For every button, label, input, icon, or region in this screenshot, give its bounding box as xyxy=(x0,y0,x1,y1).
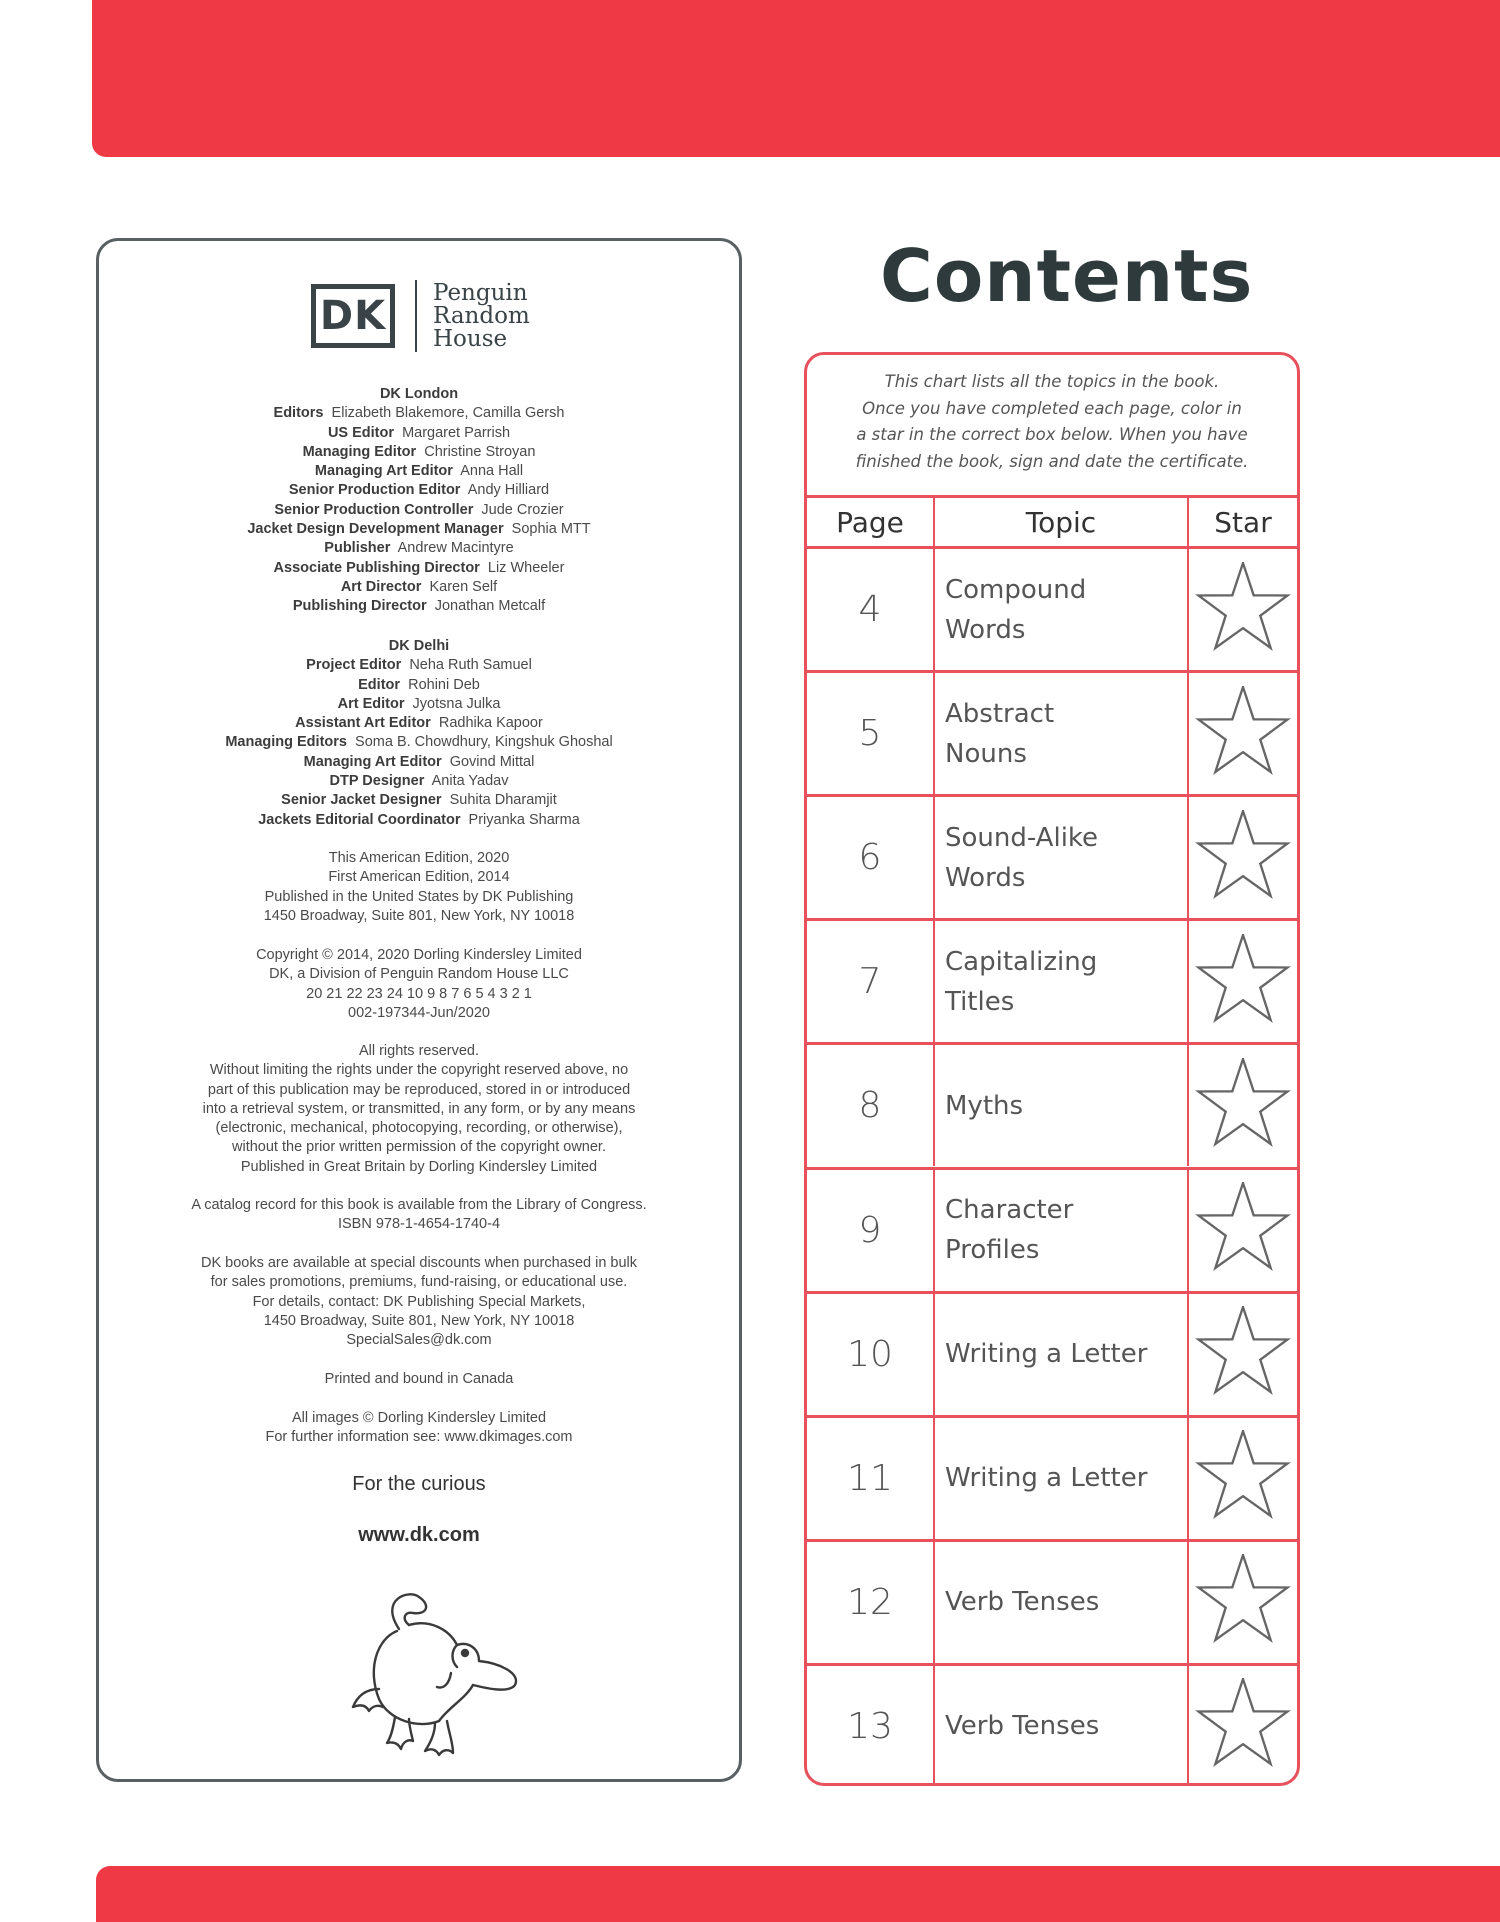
website-link[interactable]: www.dk.com xyxy=(358,1524,480,1546)
row-page-cell xyxy=(807,1294,935,1415)
credit-text-line: A catalog record for this book is available from the Library of Congress. xyxy=(191,1197,647,1213)
chart-row xyxy=(807,1167,1297,1291)
star-icon[interactable] xyxy=(1195,1430,1291,1526)
credit-role: Managing Art Editor xyxy=(303,753,442,770)
row-page-cell xyxy=(807,1666,935,1786)
topic-label: Writing a Letter xyxy=(945,1339,1148,1370)
credit-names: Liz Wheeler xyxy=(487,559,565,576)
instruction-line: a star in the correct box below. When you have xyxy=(856,425,1248,444)
dk-london-credits xyxy=(99,385,739,617)
credit-role: Publishing Director xyxy=(292,598,427,615)
credit-text-line: 002-197344-Jun/2020 xyxy=(348,1004,490,1021)
credit-names: Andy Hilliard xyxy=(467,482,550,499)
publisher-line: Penguin xyxy=(433,279,528,306)
row-star-cell[interactable] xyxy=(1189,549,1297,670)
credit-names: Radhika Kapoor xyxy=(438,715,543,732)
credit-text-line: (electronic, mechanical, photocopying, recording, or otherwise), xyxy=(215,1120,623,1137)
row-star-cell[interactable] xyxy=(1189,1542,1297,1663)
chart-header-row xyxy=(807,495,1297,546)
row-topic-cell xyxy=(935,1045,1189,1166)
page-number: 5 xyxy=(858,713,882,755)
credit-text-line: For further information see: www.dkimages.com xyxy=(265,1429,573,1446)
row-star-cell[interactable] xyxy=(1189,1418,1297,1539)
credit-line xyxy=(99,733,739,752)
credit-names: Sophia MTT xyxy=(511,521,591,538)
chart-instructions xyxy=(807,369,1297,475)
credit-names: Suhita Dharamjit xyxy=(449,792,557,809)
row-page-cell xyxy=(807,1418,935,1539)
credit-line xyxy=(99,404,739,423)
row-topic-cell xyxy=(935,1170,1189,1291)
platypus-illustration xyxy=(339,1589,529,1759)
star-icon[interactable] xyxy=(1195,686,1291,782)
credit-role: US Editor xyxy=(327,424,394,441)
row-topic-cell xyxy=(935,549,1189,670)
chart-row xyxy=(807,1539,1297,1663)
page-number: 4 xyxy=(858,589,882,631)
page-number: 12 xyxy=(847,1581,893,1623)
row-topic-cell xyxy=(935,921,1189,1042)
row-topic-cell xyxy=(935,797,1189,918)
bottom-red-band xyxy=(96,1866,1500,1922)
row-star-cell[interactable] xyxy=(1189,673,1297,794)
credit-role: DTP Designer xyxy=(329,773,425,790)
page-number: 10 xyxy=(847,1333,893,1375)
credit-line xyxy=(99,501,739,520)
publisher-line: House xyxy=(433,325,508,352)
star-icon[interactable] xyxy=(1195,934,1291,1030)
credit-role: Senior Production Controller xyxy=(274,501,474,518)
credit-line xyxy=(99,695,739,714)
credit-role: Art Director xyxy=(340,578,422,595)
printed-notice: Printed and bound in Canada xyxy=(324,1371,514,1387)
star-icon[interactable] xyxy=(1195,1678,1291,1774)
row-star-cell[interactable] xyxy=(1189,921,1297,1042)
credit-text-line: First American Edition, 2014 xyxy=(328,869,510,886)
row-star-cell[interactable] xyxy=(1189,797,1297,918)
credit-line xyxy=(99,676,739,695)
row-star-cell[interactable] xyxy=(1189,1666,1297,1786)
credit-text-line: For details, contact: DK Publishing Special Markets, xyxy=(252,1293,586,1310)
credit-line xyxy=(99,520,739,539)
credit-line xyxy=(99,597,739,616)
credit-names: Elizabeth Blakemore, Camilla Gersh xyxy=(331,405,565,422)
credit-heading: DK Delhi xyxy=(388,638,450,654)
row-star-cell[interactable] xyxy=(1189,1294,1297,1415)
credit-names: Govind Mittal xyxy=(449,753,535,770)
star-icon[interactable] xyxy=(1195,1182,1291,1278)
topic-label: Abstract Nouns xyxy=(945,698,1055,769)
header-topic: Topic xyxy=(935,498,1189,546)
instruction-line: finished the book, sign and date the certificate. xyxy=(855,451,1249,471)
tagline: For the curious xyxy=(352,1473,486,1495)
page-number: 8 xyxy=(858,1085,882,1127)
credit-names: Neha Ruth Samuel xyxy=(409,657,532,674)
credit-line xyxy=(99,462,739,481)
credit-names: Jyotsna Julka xyxy=(412,695,501,712)
row-page-cell xyxy=(807,673,935,794)
credit-names: Jude Crozier xyxy=(481,501,564,518)
credit-role: Assistant Art Editor xyxy=(295,715,431,732)
credit-role: Senior Production Editor xyxy=(288,482,461,499)
star-icon[interactable] xyxy=(1195,1306,1291,1402)
credit-text-line: Published in the United States by DK Publishing xyxy=(264,888,574,905)
credit-role: Jackets Editorial Coordinator xyxy=(258,811,461,828)
topic-label: Verb Tenses xyxy=(945,1587,1100,1618)
credit-role: Managing Editor xyxy=(302,443,417,460)
credit-text-line: Copyright © 2014, 2020 Dorling Kindersley Limited xyxy=(256,947,582,963)
credit-names: Jonathan Metcalf xyxy=(434,598,546,615)
credit-line xyxy=(99,559,739,578)
topic-label: Compound Words xyxy=(945,574,1087,645)
dk-penguin-logo xyxy=(311,279,530,353)
instruction-line: Once you have completed each page, color in xyxy=(862,398,1242,418)
credit-text-line: This American Edition, 2020 xyxy=(328,850,510,866)
row-topic-cell xyxy=(935,1542,1189,1663)
row-page-cell xyxy=(807,1170,935,1291)
page-number: 9 xyxy=(858,1209,882,1251)
rights-notice xyxy=(99,1042,739,1177)
page-number: 7 xyxy=(858,961,882,1003)
logo-divider xyxy=(415,280,417,352)
chart-row xyxy=(807,1663,1297,1786)
credit-role: Project Editor xyxy=(306,657,402,674)
special-sales-info xyxy=(99,1254,739,1350)
row-topic-cell xyxy=(935,1666,1189,1786)
chart-row xyxy=(807,918,1297,1042)
credit-text-line: 1450 Broadway, Suite 801, New York, NY 10018 xyxy=(263,1312,575,1329)
credit-names: Priyanka Sharma xyxy=(468,811,580,828)
credit-names: Karen Self xyxy=(429,578,498,595)
penguin-random-house-wordmark xyxy=(433,279,530,352)
credit-line xyxy=(99,772,739,791)
star-icon[interactable] xyxy=(1195,562,1291,658)
credit-text-line: All rights reserved. xyxy=(358,1043,480,1059)
row-star-cell[interactable] xyxy=(1189,1045,1297,1166)
row-page-cell xyxy=(807,1045,935,1166)
chart-row xyxy=(807,546,1297,670)
credit-names: Anita Yadav xyxy=(431,773,509,790)
row-topic-cell xyxy=(935,1418,1189,1539)
credit-names: Rohini Deb xyxy=(408,676,480,693)
credit-role: Managing Editors xyxy=(225,734,347,751)
credit-names: Andrew Macintyre xyxy=(397,540,514,557)
credit-text-line: SpecialSales@dk.com xyxy=(346,1332,492,1349)
credit-line xyxy=(99,714,739,733)
credit-role: Editors xyxy=(273,405,324,422)
row-page-cell xyxy=(807,1542,935,1663)
credit-line xyxy=(99,656,739,675)
page-number: 11 xyxy=(847,1457,893,1499)
credit-text-line: DK books are available at special discounts when purchased in bulk xyxy=(200,1255,638,1271)
catalog-record xyxy=(99,1196,739,1235)
credit-text-line: DK, a Division of Penguin Random House LLC xyxy=(269,966,569,983)
dk-logo-mark: DK xyxy=(311,284,395,348)
credit-text-line: part of this publication may be reproduced, stored in or introduced xyxy=(207,1081,631,1098)
topic-label: Character Profiles xyxy=(945,1195,1074,1266)
credit-heading: DK London xyxy=(379,386,459,402)
contents-title: Contents xyxy=(880,234,1254,318)
row-page-cell xyxy=(807,921,935,1042)
topic-label: Writing a Letter xyxy=(945,1463,1148,1494)
credit-line xyxy=(99,811,739,830)
page-number: 13 xyxy=(847,1705,893,1747)
credit-text-line: Published in Great Britain by Dorling Kindersley Limited xyxy=(240,1158,598,1175)
credit-line xyxy=(99,481,739,500)
instruction-line: This chart lists all the topics in the book. xyxy=(884,372,1220,391)
credit-line xyxy=(99,443,739,462)
top-red-band xyxy=(92,0,1500,157)
topic-label: Sound-Alike Words xyxy=(945,822,1099,893)
chart-row xyxy=(807,1042,1297,1166)
topic-label: Myths xyxy=(945,1090,1024,1121)
copyright-info xyxy=(99,946,739,1023)
credit-text-line: for sales promotions, premiums, fund-raising, or educational use. xyxy=(210,1274,628,1291)
credit-role: Jacket Design Development Manager xyxy=(247,521,504,538)
header-star: Star xyxy=(1214,505,1272,539)
credit-line xyxy=(99,539,739,558)
row-topic-cell xyxy=(935,1294,1189,1415)
credits-panel xyxy=(96,238,742,1782)
star-icon[interactable] xyxy=(1195,1554,1291,1650)
credit-line xyxy=(99,753,739,772)
credit-role: Managing Art Editor xyxy=(314,463,453,480)
chart-row xyxy=(807,1291,1297,1415)
credit-text-line: 20 21 22 23 24 10 9 8 7 6 5 4 3 2 1 xyxy=(306,985,532,1002)
page-number: 6 xyxy=(858,837,882,879)
chart-row xyxy=(807,794,1297,918)
star-icon[interactable] xyxy=(1195,1058,1291,1154)
credit-line xyxy=(99,791,739,810)
header-page: Page xyxy=(807,498,935,546)
credit-text-line: All images © Dorling Kindersley Limited xyxy=(291,1410,547,1426)
topic-label: Capitalizing Titles xyxy=(945,946,1098,1017)
topic-label: Verb Tenses xyxy=(945,1711,1100,1742)
chart-row xyxy=(807,670,1297,794)
credit-role: Publisher xyxy=(324,540,391,557)
credit-role: Senior Jacket Designer xyxy=(281,792,442,809)
credit-names: Anna Hall xyxy=(460,463,524,480)
progress-chart xyxy=(804,352,1300,1786)
credit-line xyxy=(99,578,739,597)
credit-text-line: Without limiting the rights under the copyright reserved above, no xyxy=(209,1062,629,1079)
credit-names: Margaret Parrish xyxy=(402,424,511,441)
edition-info xyxy=(99,849,739,926)
credit-text-line: into a retrieval system, or transmitted, in any form, or by any means xyxy=(202,1100,636,1117)
star-icon[interactable] xyxy=(1195,810,1291,906)
publisher-line: Random xyxy=(433,302,530,329)
row-page-cell xyxy=(807,797,935,918)
dk-delhi-credits xyxy=(99,637,739,830)
credit-role: Editor xyxy=(358,676,401,693)
row-page-cell xyxy=(807,549,935,670)
credit-text-line: without the prior written permission of the copyright owner. xyxy=(232,1139,606,1156)
credit-line xyxy=(99,424,739,443)
credit-role: Art Editor xyxy=(337,695,405,712)
credit-names: Soma B. Chowdhury, Kingshuk Ghoshal xyxy=(355,734,613,751)
images-credit xyxy=(99,1409,739,1448)
chart-row xyxy=(807,1415,1297,1539)
credit-role: Associate Publishing Director xyxy=(273,559,480,576)
row-topic-cell xyxy=(935,673,1189,794)
credit-text-line: 1450 Broadway, Suite 801, New York, NY 10018 xyxy=(263,907,575,924)
row-star-cell[interactable] xyxy=(1189,1170,1297,1291)
credit-text-line: ISBN 978-1-4654-1740-4 xyxy=(337,1216,501,1233)
credit-names: Christine Stroyan xyxy=(424,443,536,460)
